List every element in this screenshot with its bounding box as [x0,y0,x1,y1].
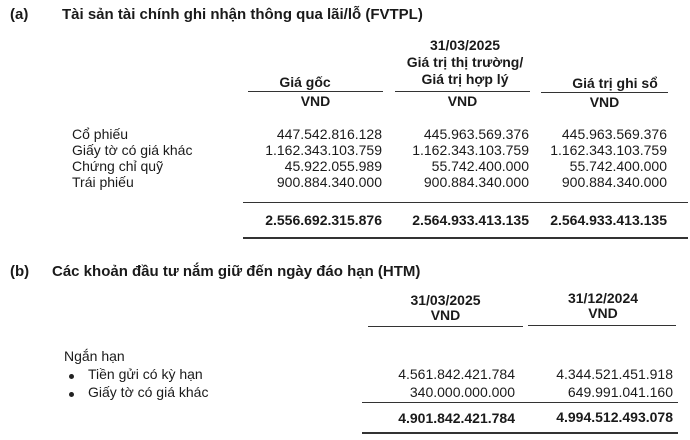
col-b1-header-rule [368,326,523,327]
cell-value: 649.991.041.160 [567,384,673,400]
cell-value: 55.742.400.000 [569,158,667,174]
row-label: Trái phiếu [72,174,134,190]
section-b-subtotal-rule [362,402,678,403]
row-label: Tiền gửi có kỳ hạn [88,366,203,382]
row-label: Giấy tờ có giá khác [72,142,193,158]
cell-value: 1.162.343.103.759 [265,142,382,158]
cell-value: 1.162.343.103.759 [550,142,667,158]
section-a-subtotal-rule [243,202,688,203]
total-value: 4.994.512.493.078 [556,409,673,425]
cell-value: 900.884.340.000 [561,174,667,190]
col-a2-label-line1: Giá trị thị trường/ [406,54,524,70]
bullet-icon [69,374,74,379]
total-value: 4.901.842.421.784 [398,410,515,426]
section-a-period: 31/03/2025 [429,37,501,53]
section-a-total-rule [243,237,688,239]
cell-value: 340.000.000.000 [409,384,515,400]
row-label: Cổ phiếu [72,126,129,142]
col-a2-label: Giá trị hợp lý [421,71,509,87]
col-a2-unit: VND [447,93,478,109]
section-a-title: Tài sản tài chính ghi nhận thông qua lãi/lỗ (FVTPL) [62,6,423,23]
col-a2-header-rule [395,91,530,92]
cell-value: 900.884.340.000 [423,174,529,190]
group-label: Ngắn hạn [64,348,125,364]
section-b-title: Các khoản đầu tư nắm giữ đến ngày đáo hạn (HTM) [52,263,421,280]
cell-value: 45.922.055.989 [284,158,382,174]
total-value: 2.556.692.315.876 [265,212,382,228]
col-a3-unit: VND [589,94,620,110]
bullet-icon [69,392,74,397]
col-b1-date: 31/03/2025 [410,292,481,308]
section-b-letter: (b) [10,263,30,280]
col-b2-date: 31/12/2024 [567,290,639,306]
cell-value: 445.963.569.376 [423,126,529,142]
col-b1-unit: VND [430,307,461,323]
total-value: 2.564.933.413.135 [550,212,667,228]
col-b2-header-rule [528,325,676,326]
section-b-total-rule [362,432,678,434]
col-a1-label: Giá gốc [279,74,331,90]
cell-value: 4.344.521.451.918 [556,366,673,382]
col-a3-label: Giá trị ghi sổ [572,75,658,91]
col-a1-header-rule [248,91,383,92]
col-a1-unit: VND [300,93,331,109]
cell-value: 1.162.343.103.759 [412,142,529,158]
section-a-letter: (a) [10,6,29,23]
cell-value: 4.561.842.421.784 [398,366,515,382]
col-a3-header-rule [541,92,668,93]
total-value: 2.564.933.413.135 [412,212,529,228]
cell-value: 55.742.400.000 [431,158,529,174]
row-label: Chứng chỉ quỹ [72,158,164,174]
col-b2-unit: VND [588,305,618,321]
cell-value: 900.884.340.000 [276,174,382,190]
cell-value: 445.963.569.376 [561,126,667,142]
row-label: Giấy tờ có giá khác [88,384,209,400]
cell-value: 447.542.816.128 [276,126,382,142]
